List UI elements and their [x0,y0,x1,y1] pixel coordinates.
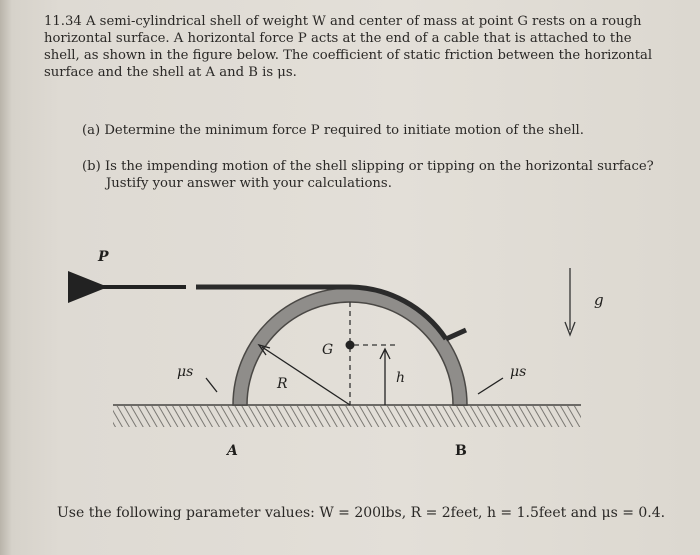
parameter-values: Use the following parameter values: W = 200lbs, R = 2feet, h = 1.5feet and μs = 0.4. [57,505,666,521]
radius-label: R [277,376,288,392]
part-b-text-1: Is the impending motion of the shell slipping or tipping on the horizontal surface? [104,159,654,174]
center-of-mass-dot [346,341,355,350]
point-b-label: B [455,443,467,459]
part-a-label: (a) [82,123,101,138]
mu-left-label: μs [177,364,194,380]
force-label: P [98,249,109,265]
height-label: h [396,370,406,386]
part-b-label: (b) [82,159,101,174]
mu-right-pointer [478,378,503,394]
point-a-label: A [227,443,238,459]
cable-attachment [446,330,466,339]
problem-number: 11.34 [44,14,82,29]
part-a-text: Determine the minimum force P required to initiate motion of the shell. [104,123,584,138]
gravity-label: g [594,291,604,309]
problem-text: A semi-cylindrical shell of weight W and center of mass at point G rests on a rough horizontal surface. A horizontal force P acts at the end of a cable that is attached to the shell, as shown in the figure below. The coefficient of static friction between the horizontal surface and the shell at A and B is μs. [44,14,653,80]
mu-left-pointer [206,378,217,392]
ground-surface [113,405,581,427]
radius-line [262,347,350,405]
center-label: G [322,342,334,358]
mu-right-label: μs [510,364,527,380]
part-b-text-2: Justify your answer with your calculations. [106,176,392,191]
